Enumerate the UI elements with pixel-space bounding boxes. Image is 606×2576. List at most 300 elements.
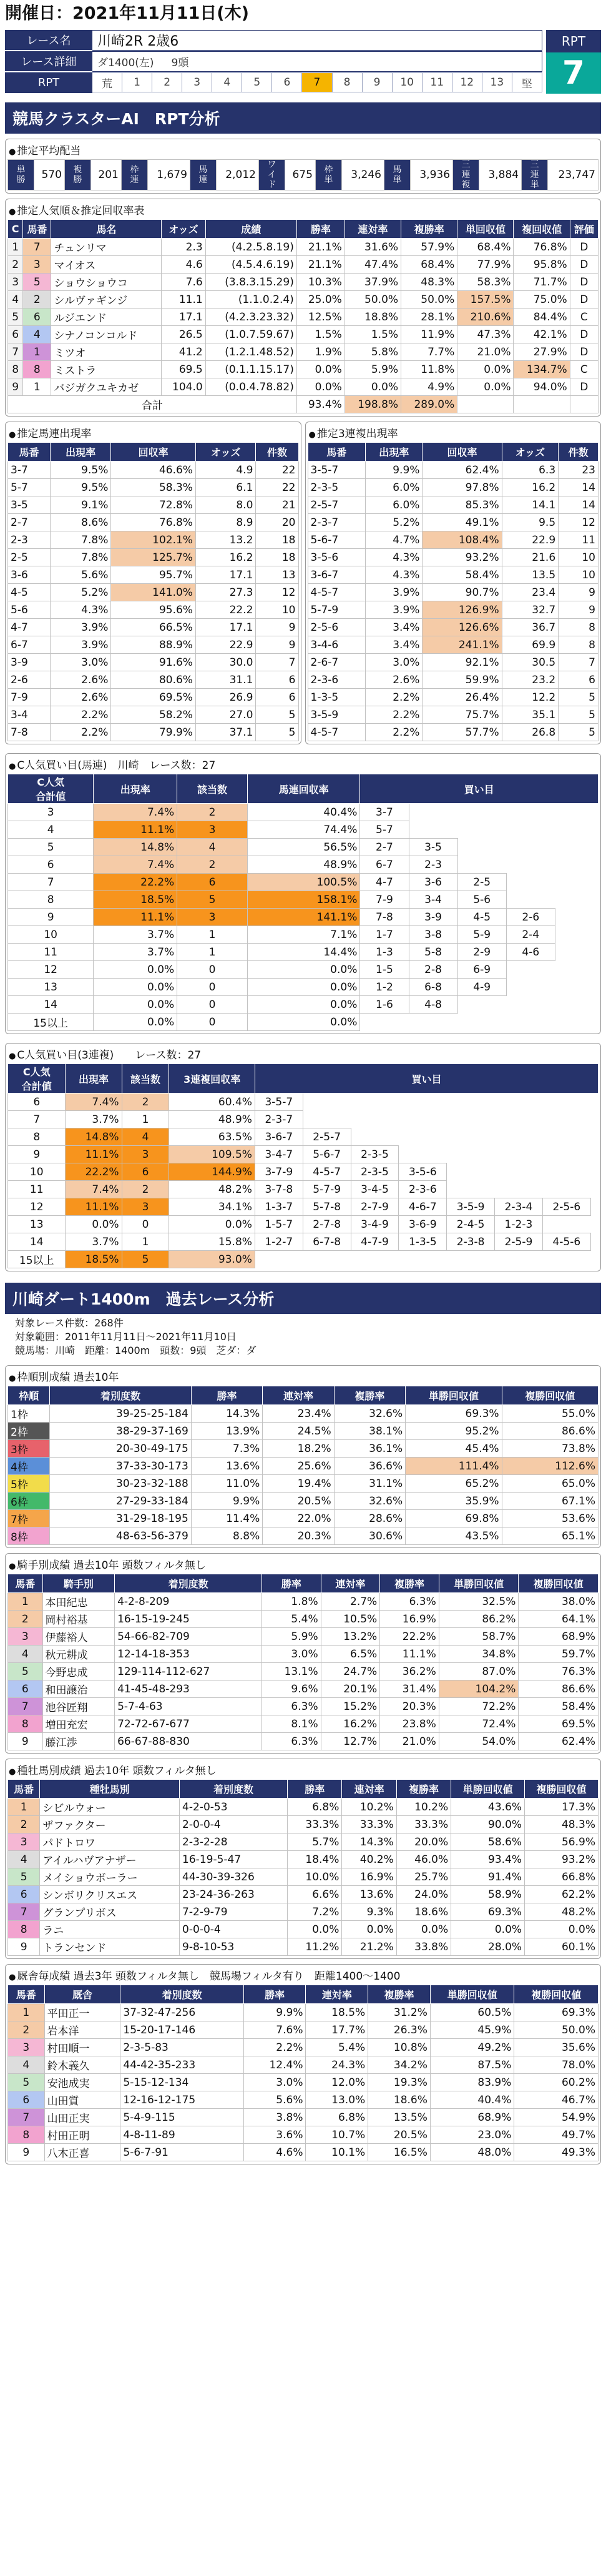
table-cell: 10 [256, 601, 298, 619]
kaime-rate: 0.0% [94, 996, 177, 1014]
table-cell: 90.0% [451, 1816, 525, 1833]
table-row [8, 326, 599, 343]
race-name-label: レース名 [5, 30, 92, 51]
table-cell: (4.2.5.8.19) [205, 239, 296, 256]
avg-label: 馬 単 [384, 160, 410, 190]
kaime-return: 63.5% [169, 1128, 255, 1146]
kaime-bet: 2-3 [409, 856, 457, 874]
table-cell: 8 [8, 361, 23, 378]
table-row [8, 689, 299, 706]
table-cell: 24.5% [263, 1423, 334, 1440]
rpt-gauge-cell: 12 [452, 72, 482, 92]
table-cell: 2-5-6 [308, 619, 366, 636]
popularity-table [7, 219, 599, 413]
kaime-return: 48.9% [169, 1111, 255, 1128]
table-cell: バジガクユキカゼ [51, 378, 162, 396]
table-cell: 97.8% [423, 479, 502, 496]
table-cell: 46.0% [396, 1851, 451, 1868]
table-cell: 18.6% [396, 1903, 451, 1921]
table-cell: 2-3-2-28 [180, 1833, 288, 1851]
table-cell: 21.1% [296, 256, 345, 274]
kaime-rate: 22.2% [66, 1163, 122, 1181]
kaime-bet [590, 1198, 598, 1216]
kaime-bet: 3-9 [409, 909, 457, 926]
table-cell: 岩本洋 [44, 2021, 120, 2039]
kaime-bet: 6-7 [360, 856, 409, 874]
table-cell: ショウショウコ [51, 274, 162, 291]
kaime-key: 10 [8, 926, 94, 944]
kaime-key: 5 [8, 839, 94, 856]
table-cell: 7.8% [50, 549, 110, 566]
table-row [8, 961, 599, 979]
table-cell: 17.3% [525, 1799, 599, 1816]
table-cell: 104.0 [162, 378, 205, 396]
table-cell: 30.0 [195, 654, 255, 671]
kaime-bet: 5-6-7 [303, 1146, 351, 1163]
table-cell: 60.5% [430, 2004, 514, 2021]
kaime-return: 56.5% [247, 839, 360, 856]
column-header: 連対率 [345, 220, 401, 239]
table-row [8, 1527, 599, 1545]
table-cell: 21.0% [457, 343, 514, 361]
kaime-bet [587, 874, 598, 891]
table-cell: 18.8% [345, 308, 401, 326]
table-cell: 54.9% [514, 2109, 599, 2126]
kaime-bet [566, 874, 577, 891]
kaime-bet [542, 1163, 590, 1181]
table-cell: 23.4 [502, 584, 559, 601]
kaime-bet: 1-6 [360, 996, 409, 1014]
table-cell: 68.9% [430, 2109, 514, 2126]
table-row [8, 1251, 599, 1268]
table-row [308, 549, 599, 566]
kaime-bet: 3-7-9 [255, 1163, 303, 1181]
table-cell: 9.5% [50, 461, 110, 479]
table-cell: 9 [559, 601, 599, 619]
table-cell: シビルウォー [40, 1799, 180, 1816]
kaime-count: 3 [177, 821, 248, 839]
table-cell: 1.5% [296, 326, 345, 343]
table-row [308, 619, 599, 636]
column-header: 馬番 [8, 1780, 40, 1799]
table-cell: 4枠 [8, 1458, 50, 1475]
waku-table [7, 1386, 599, 1545]
table-cell: 93.2% [423, 549, 502, 566]
table-cell: 0.0% [296, 361, 345, 378]
table-cell: 3 [23, 256, 51, 274]
table-cell: 0.0% [288, 1921, 342, 1938]
table-cell: 1.9% [296, 343, 345, 361]
table-cell: 76.8% [111, 514, 196, 531]
table-cell: 13.6% [342, 1886, 396, 1903]
table-row [8, 566, 299, 584]
table-cell: 0.0% [457, 361, 514, 378]
kaime-bet [587, 909, 598, 926]
table-cell: 10.0% [288, 1868, 342, 1886]
table-header [8, 220, 599, 239]
table-cell: ルジエンド [51, 308, 162, 326]
table-row [8, 1868, 599, 1886]
column-header: 成績 [205, 220, 296, 239]
table-cell: 13.6% [191, 1458, 262, 1475]
table-cell: 41.2 [162, 343, 205, 361]
table-cell: 4.6 [162, 256, 205, 274]
kaime-return: 100.5% [247, 874, 360, 891]
kaime-bet [590, 1181, 598, 1198]
table-cell: 31.2% [368, 2004, 431, 2021]
table-cell: 7.7% [401, 343, 457, 361]
kaime-bet [587, 944, 598, 961]
table-cell: 13.0% [306, 2091, 368, 2109]
column-header: 厩舎 [44, 1985, 120, 2004]
table-cell: 17.1 [162, 308, 205, 326]
table-cell: シンボリクリスエス [40, 1886, 180, 1903]
rpt-gauge-cell: 9 [363, 72, 393, 92]
total-blank [514, 396, 570, 413]
kaime-bet [495, 1111, 543, 1128]
kaime-return: 0.0% [169, 1216, 255, 1233]
jockey-table [7, 1574, 599, 1750]
table-row [8, 654, 299, 671]
kaime-bet [577, 856, 587, 874]
table-cell: 12.4% [243, 2056, 306, 2074]
kaime-bet [566, 1014, 577, 1031]
column-header: 騎手別 [42, 1574, 115, 1593]
table-cell: 3-4 [8, 706, 51, 724]
kaime-bet [399, 1146, 447, 1163]
table-row [8, 2056, 599, 2074]
table-cell: 12 [256, 584, 298, 601]
table-cell: 33.3% [288, 1816, 342, 1833]
kaime-bet: 2-4 [506, 926, 555, 944]
table-row [308, 461, 599, 479]
kaime-rate: 0.0% [94, 979, 177, 996]
table-cell: 38.1% [334, 1423, 405, 1440]
kaime-bet [555, 821, 566, 839]
rpt-gauge-cell: 11 [423, 72, 452, 92]
table-cell: 56.9% [525, 1833, 599, 1851]
kaime-key: 3 [8, 804, 94, 821]
table-cell: 22 [256, 479, 298, 496]
kaime-rate: 3.7% [94, 944, 177, 961]
table-cell: 20.5% [263, 1493, 334, 1510]
table-cell: 58.6% [451, 1833, 525, 1851]
rpt-gauge-cell: 堅 [512, 72, 542, 92]
table-cell: 92.1% [423, 654, 502, 671]
table-cell: 13.5% [368, 2109, 431, 2126]
table-row [8, 706, 299, 724]
table-cell: 13 [256, 566, 298, 584]
table-cell: 11.8% [401, 361, 457, 378]
table-cell: 23.0% [430, 2126, 514, 2144]
kaime-bet [577, 874, 587, 891]
sire-table [7, 1779, 599, 1956]
kaime-return: 40.4% [247, 804, 360, 821]
table-cell: 6 [8, 1886, 40, 1903]
table-row [8, 1493, 599, 1510]
kaime-bet: 2-5 [457, 874, 506, 891]
kaime-bet [566, 979, 577, 996]
column-header: 評価 [570, 220, 598, 239]
kaime-bet [447, 1146, 495, 1163]
kaime-bet [351, 1111, 399, 1128]
table-cell: 59.7% [519, 1646, 599, 1663]
kaime-count: 1 [177, 926, 248, 944]
table-cell: 村田順一 [44, 2039, 120, 2056]
table-cell: 3.6% [243, 2126, 306, 2144]
kaime-bet [447, 1181, 495, 1198]
table-cell: 69.3% [406, 1405, 502, 1423]
kaime-bet [566, 891, 577, 909]
analysis-banner: 競馬クラスターAI RPT分析 [5, 102, 601, 134]
table-cell: 4.6% [243, 2144, 306, 2161]
column-header: 買い目 [255, 1064, 598, 1093]
table-cell: 34.8% [439, 1646, 519, 1663]
kaime-bet [542, 1093, 590, 1111]
kaime-count: 0 [177, 979, 248, 996]
table-cell: 22.9 [502, 531, 559, 549]
table-cell: ミツオ [51, 343, 162, 361]
kaime-bet [506, 821, 555, 839]
table-cell: 75.0% [514, 291, 570, 308]
table-row [8, 1198, 599, 1216]
kaime-key: 4 [8, 821, 94, 839]
table-cell: 4.9% [401, 378, 457, 396]
kaime-bet: 2-3-4 [495, 1198, 543, 1216]
table-cell: 27.9% [514, 343, 570, 361]
table-cell: 10 [559, 566, 599, 584]
table-cell: 86.6% [502, 1423, 598, 1440]
table-cell: 49.1% [423, 514, 502, 531]
kaime-rate: 7.4% [66, 1093, 122, 1111]
table-cell: 27.0 [195, 706, 255, 724]
table-cell: 58.4% [423, 566, 502, 584]
kaime-bet [506, 996, 555, 1014]
kaime-key: 6 [8, 856, 94, 874]
table-cell: 11.2% [288, 1938, 342, 1956]
table-cell: 5 [256, 706, 298, 724]
table-cell: 八木正喜 [44, 2144, 120, 2161]
table-cell: 8 [23, 361, 51, 378]
kaime-bet: 4-9 [457, 979, 506, 996]
table-cell: 5 [8, 308, 23, 326]
table-cell: 157.5% [457, 291, 514, 308]
table-cell: 5 [559, 724, 599, 741]
table-cell: 32.6% [334, 1493, 405, 1510]
table-cell: 26.8 [502, 724, 559, 741]
table-cell: 68.4% [457, 239, 514, 256]
kaime-bet [409, 804, 457, 821]
table-cell: 18 [256, 531, 298, 549]
table-row [8, 1646, 599, 1663]
table-cell: 37-32-47-256 [120, 2004, 243, 2021]
table-cell: 秋元耕成 [42, 1646, 115, 1663]
kaime-key: 11 [8, 1181, 66, 1198]
table-cell: 26.3% [368, 2021, 431, 2039]
column-header: 着別度数 [50, 1386, 192, 1405]
kaime-bet: 2-8 [409, 961, 457, 979]
table-cell: 12.7% [321, 1733, 380, 1750]
kaime-bet [506, 1014, 555, 1031]
table-cell: 3 [8, 1628, 43, 1646]
kaime-bet: 4-5-7 [303, 1163, 351, 1181]
kaime-bet [542, 1181, 590, 1198]
table-cell: C [570, 361, 598, 378]
table-cell: 1.8% [262, 1593, 321, 1611]
table-cell: 37-33-30-173 [50, 1458, 192, 1475]
table-cell: ミストラ [51, 361, 162, 378]
table-cell: 3-5 [8, 496, 51, 514]
table-cell: 58.4% [519, 1698, 599, 1715]
table-cell: 7 [8, 1903, 40, 1921]
table-row [8, 239, 599, 256]
table-cell: メイショウボーラー [40, 1868, 180, 1886]
table-cell: 5枠 [8, 1475, 50, 1493]
table-cell: D [570, 291, 598, 308]
kaime-sanren-section: ● C人気買い目(3連複) レース数：27 C人気 合計値 出現率 該当数 3連複回収率 買い目 6 7.4% 2 60.4% 3-5-7 7 3.7% 1 48.9% 2-3-7 8 14.8% 4 63.5% 3-6-7 2-5-7 9 11.1% 3 109.5% 3-4-7 5-6-7 2-3-5 10 22.2% 6 144.9% 3-7-9 4-5-7 2-3-5 3-5-6 11 7.4% 2 48.2% 3-7-8 5-7-9 3-4-5 2-3-6 12 11.1% 3 34.1% 1-3-7 5-7-8 2-7-9 4-6-7 3-5-9 2-3-4 2-5-6 13 0.0% 0 0.0% 1-5-7 2-7-8 3-4-9 3-6-9 2-4-5 1-2-3 14 3.7% 1 15.8% 1-2-7 6-7-8 4-7-9 1-3-5 2-3-8 2-5-9 4-5-6 15以上 18.5% 5 93.0% [5, 1043, 601, 1271]
table-cell: 8枠 [8, 1527, 50, 1545]
table-cell: 22.9 [195, 636, 255, 654]
kaime-key: 6 [8, 1093, 66, 1111]
kaime-bet: 2-3-5 [351, 1163, 399, 1181]
total-blank [570, 396, 598, 413]
table-cell: 5 [559, 706, 599, 724]
table-cell: 9.1% [50, 496, 110, 514]
kaime-bet: 7-9 [360, 891, 409, 909]
table-cell: シルヴァギンジ [51, 291, 162, 308]
kaime-key: 9 [8, 909, 94, 926]
kaime-bet [587, 821, 598, 839]
column-header: 馬番 [8, 443, 51, 461]
kaime-bet [495, 1181, 543, 1198]
table-cell: 31.1% [334, 1475, 405, 1493]
table-cell: 65.2% [406, 1475, 502, 1493]
kaime-return: 0.0% [247, 979, 360, 996]
race-header [5, 30, 601, 94]
kaime-bet [457, 839, 506, 856]
kaime-count: 0 [177, 961, 248, 979]
table-cell: 4-5-7 [308, 584, 366, 601]
kaime-umaren-section: ● C人気買い目(馬連) 川崎 レース数：27 C人気 合計値 出現率 該当数 馬連回収率 買い目 3 7.4% 2 40.4% 3-7 4 11.1% 3 74.4% 5-7 5 14.8% 4 56.5% 2-7 3-5 6 7.4% 2 48.9% 6-7 2-3 7 22.2% 6 100.5% 4-7 3-6 2-5 8 18.5% 5 158.1% 7-9 3-4 5-6 9 11.1% 3 141.1% 7-8 3-9 4-5 2-6 10 3.7% 1 7.1% 1-7 3-8 5-9 2-4 11 3.7% 1 14.4% 1-3 5-8 2-9 4-6 12 0.0% 0 0.0% 1-5 2-8 6-9 13 0.0% 0 0.0% 1-2 6-8 4-9 14 0.0% 0 0.0% 1-6 4-8 15以上 0.0% 0 0.0% [5, 753, 601, 1034]
table-row [8, 361, 599, 378]
kaime-bet: 3-7-8 [255, 1181, 303, 1198]
kaime-bet [506, 804, 555, 821]
column-header: 馬番 [8, 1574, 43, 1593]
table-cell: 4-7 [8, 619, 51, 636]
column-header: 複勝回収値 [514, 1985, 599, 2004]
table-cell: 0.0% [345, 378, 401, 396]
kaime-rate: 0.0% [66, 1216, 122, 1233]
table-cell: 5.6% [243, 2091, 306, 2109]
table-row [8, 531, 299, 549]
table-row [8, 944, 599, 961]
table-cell: 58.2% [111, 706, 196, 724]
table-cell: 9 [559, 584, 599, 601]
table-cell: 6.3% [380, 1593, 439, 1611]
table-cell: 8.6% [50, 514, 110, 531]
table-row [8, 2004, 599, 2021]
rpt-gauge-cell: 2 [152, 72, 182, 92]
table-cell: 17.7% [306, 2021, 368, 2039]
column-header: 馬番 [23, 220, 51, 239]
avg-label: 複 勝 [64, 160, 90, 190]
kaime-bet [409, 1014, 457, 1031]
table-cell: 72.2% [439, 1698, 519, 1715]
table-row [8, 1816, 599, 1833]
kaime-bet [542, 1251, 590, 1268]
kaime-bet [457, 856, 506, 874]
kaime-bet: 3-6-7 [255, 1128, 303, 1146]
kaime-count: 6 [122, 1163, 169, 1181]
table-cell: 15-20-17-146 [120, 2021, 243, 2039]
table-cell: 12.2 [502, 689, 559, 706]
kaime-bet [555, 856, 566, 874]
table-cell: 7 [256, 654, 298, 671]
table-cell: 11.4% [191, 1510, 262, 1527]
kaime-rate: 14.8% [94, 839, 177, 856]
table-cell: 24.0% [396, 1886, 451, 1903]
column-header: 複勝率 [401, 220, 457, 239]
table-row [8, 891, 599, 909]
table-cell: 48.3% [401, 274, 457, 291]
table-cell: 45.9% [430, 2021, 514, 2039]
kaime-key: 14 [8, 1233, 66, 1251]
table-cell: 5.2% [366, 514, 423, 531]
kaime-return: 34.1% [169, 1198, 255, 1216]
table-cell: 17.1 [195, 619, 255, 636]
table-cell: 3-6 [8, 566, 51, 584]
table-cell: 28.1% [401, 308, 457, 326]
column-header: 馬番 [8, 1985, 45, 2004]
table-cell: 22.2 [195, 601, 255, 619]
kaime-return: 158.1% [247, 891, 360, 909]
table-cell: 35.9% [406, 1493, 502, 1510]
table-row [308, 479, 599, 496]
table-row [8, 1233, 599, 1251]
table-cell: 2.2% [366, 706, 423, 724]
rpt-box: RPT 7 [546, 30, 601, 94]
table-cell: 60.2% [514, 2074, 599, 2091]
column-header: 着別度数 [180, 1780, 288, 1799]
table-row [8, 2039, 599, 2056]
table-cell: 43.5% [406, 1527, 502, 1545]
table-cell: 岡村裕基 [42, 1611, 115, 1628]
kaime-bet [399, 1128, 447, 1146]
table-cell: 藤江渉 [42, 1733, 115, 1750]
rpt-gauge-cell: 10 [393, 72, 423, 92]
kaime-rate: 22.2% [94, 874, 177, 891]
table-cell: 58.3% [457, 274, 514, 291]
rpt-gauge-cell: 8 [333, 72, 363, 92]
column-header: 買い目 [360, 774, 599, 804]
table-cell: 13.2 [195, 531, 255, 549]
table-cell: 58.3% [111, 479, 196, 496]
column-header: 回収率 [423, 443, 502, 461]
kaime-bet [495, 1163, 543, 1181]
table-cell: 5.8% [345, 343, 401, 361]
kaime-rate: 11.1% [66, 1198, 122, 1216]
kaime-bet [587, 1014, 598, 1031]
table-row [8, 1093, 599, 1111]
kaime-key: 9 [8, 1146, 66, 1163]
table-cell: 6.1 [195, 479, 255, 496]
table-cell: 5 [23, 274, 51, 291]
kaime-key: 13 [8, 1216, 66, 1233]
kaime-bet: 2-3-7 [255, 1111, 303, 1128]
table-cell: 33.3% [396, 1816, 451, 1833]
table-cell: 21 [256, 496, 298, 514]
table-cell: 11.1% [380, 1646, 439, 1663]
